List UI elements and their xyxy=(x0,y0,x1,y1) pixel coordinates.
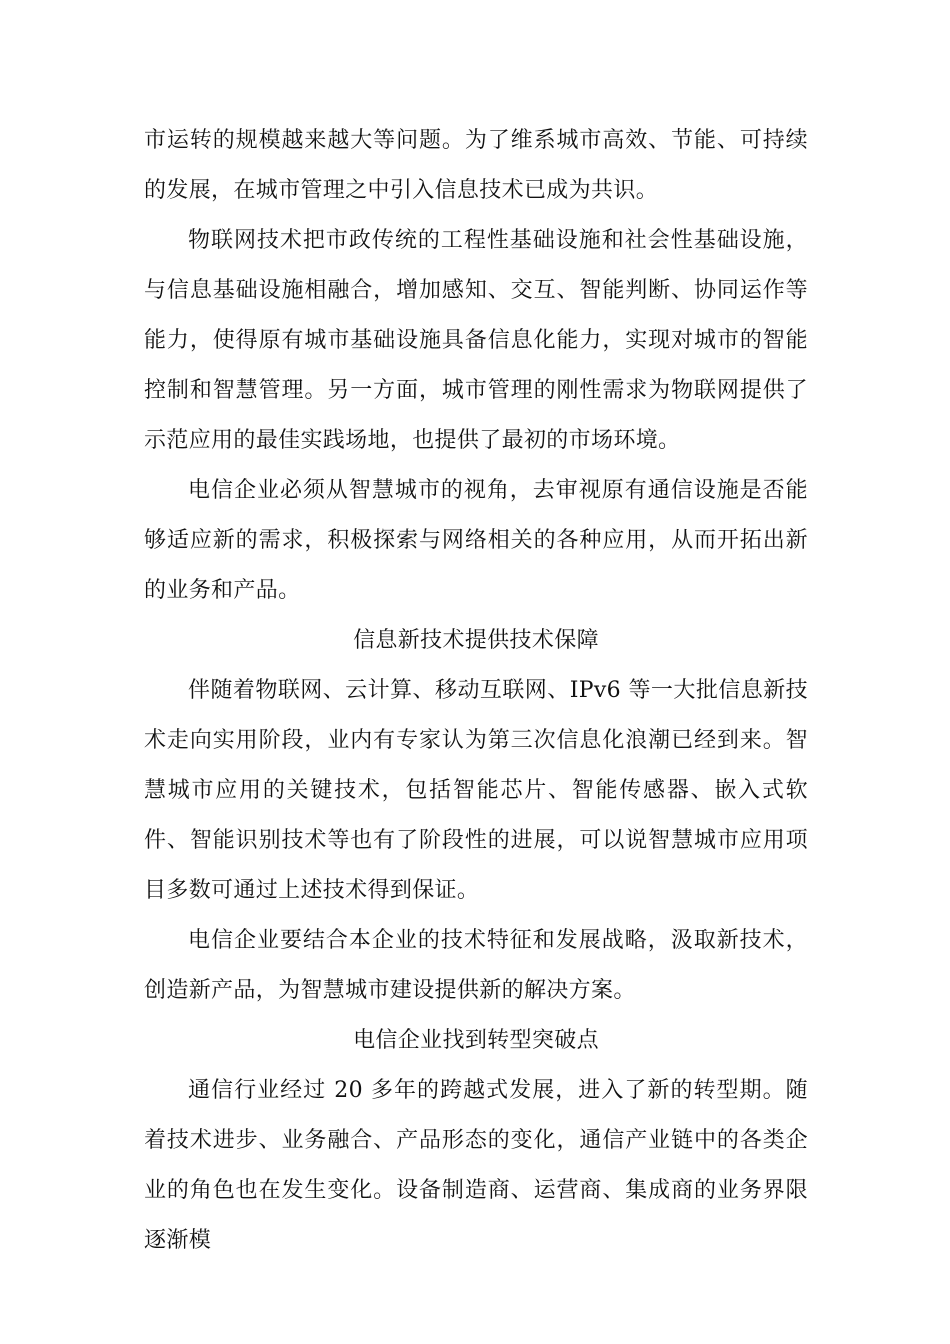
paragraph-3: 电信企业必须从智慧城市的视角，去审视原有通信设施是否能够适应新的需求，积极探索与网络相关的各种应用，从而开拓出新的业务和产品。 xyxy=(144,478,808,603)
section-heading-tech: 信息新技术提供技术保障 xyxy=(353,628,599,653)
paragraph-4: 伴随着物联网、云计算、移动互联网、IPv6 等一大批信息新技术走向实用阶段，业内有专家认为第三次信息化浪潮已经到来。智慧城市应用的关键技术，包括智能芯片、智能传感器、嵌入式软件、智能识别技术等也有了阶段性的进展，可以说智慧城市应用项目多数可通过上述技术得到保证。 xyxy=(144,678,808,903)
section-heading-transform: 电信企业找到转型突破点 xyxy=(353,1028,599,1053)
paragraph-2: 物联网技术把市政传统的工程性基础设施和社会性基础设施，与信息基础设施相融合，增加感知、交互、智能判断、协同运作等能力，使得原有城市基础设施具备信息化能力，实现对城市的智能控制和智慧管理。另一方面，城市管理的刚性需求为物联网提供了示范应用的最佳实践场地，也提供了最初的市场环境。 xyxy=(144,228,808,453)
paragraph-5: 电信企业要结合本企业的技术特征和发展战略，汲取新技术，创造新产品，为智慧城市建设提供新的解决方案。 xyxy=(144,928,808,1003)
document-body xyxy=(144,116,808,1266)
paragraph-6: 通信行业经过 20 多年的跨越式发展，进入了新的转型期。随着技术进步、业务融合、产品形态的变化，通信产业链中的各类企业的角色也在发生变化。设备制造商、运营商、集成商的业务界限逐渐模 xyxy=(144,1078,808,1253)
paragraph-1: 市运转的规模越来越大等问题。为了维系城市高效、节能、可持续的发展，在城市管理之中引入信息技术已成为共识。 xyxy=(144,128,808,203)
